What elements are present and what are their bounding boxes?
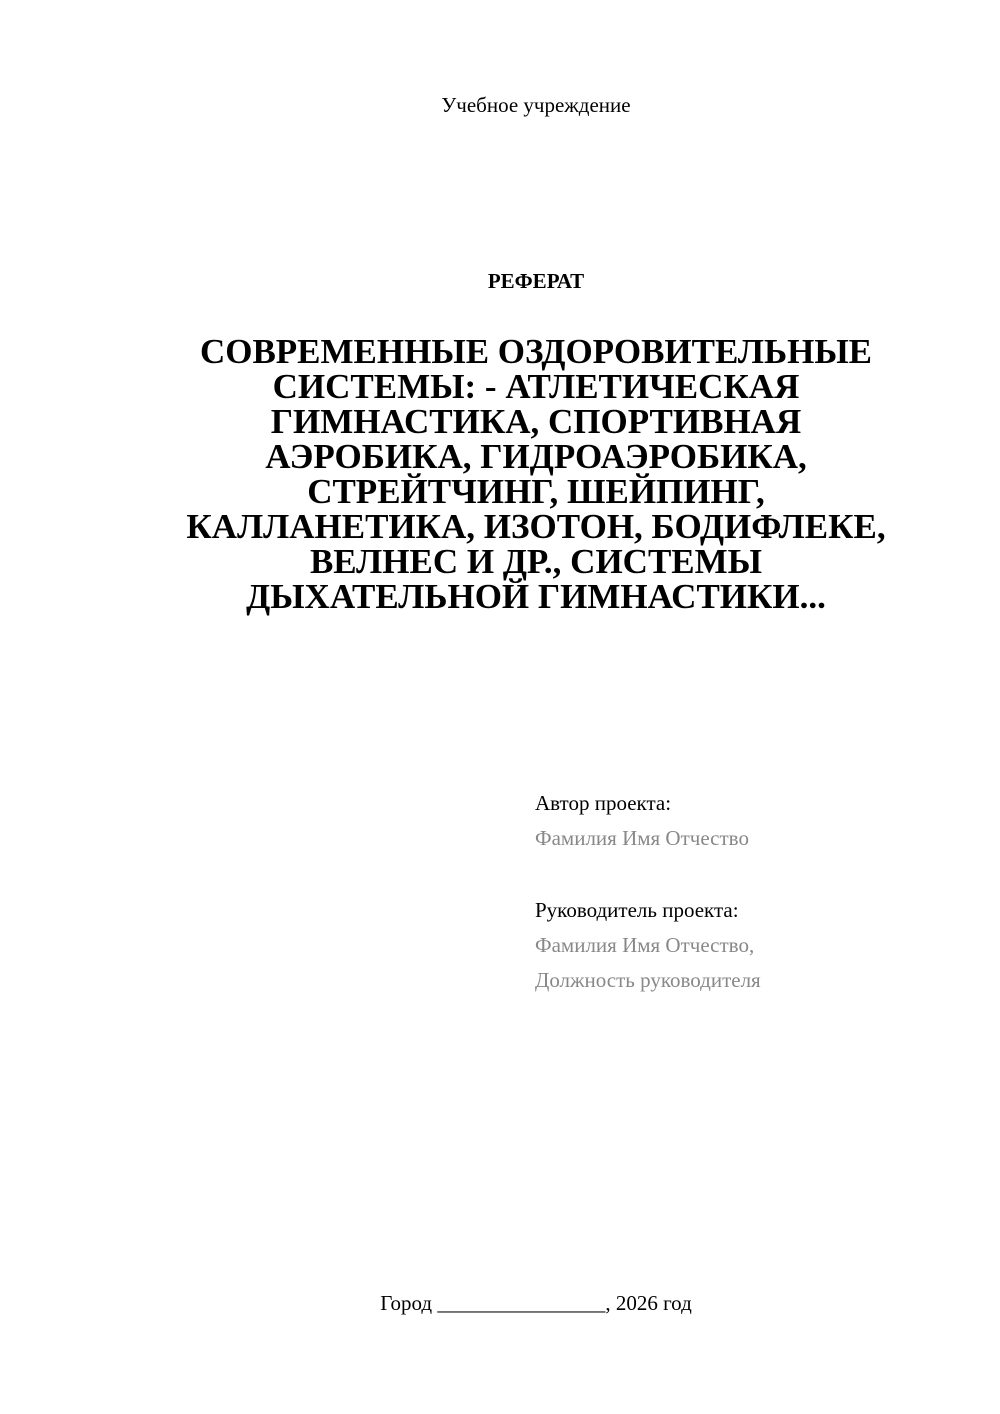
title-line: СТРЕЙТЧИНГ, ШЕЙПИНГ, [307,472,765,511]
author-label: Автор проекта: [535,791,672,815]
supervisor-block [535,893,975,998]
author-name: Фамилия Имя Отчество [535,826,749,850]
title-line: ДЫХАТЕЛЬНОЙ ГИМНАСТИКИ... [246,577,826,616]
document-type: РЕФЕРАТ [487,269,585,293]
supervisor-name: Фамилия Имя Отчество, [535,933,755,957]
supervisor-label: Руководитель проекта: [535,898,739,922]
title-line: КАЛЛАНЕТИКА, ИЗОТОН, БОДИФЛЕКЕ, [186,507,886,546]
title-line: АЭРОБИКА, ГИДРОАЭРОБИКА, [265,437,807,476]
title-line: ВЕЛНЕС И ДР., СИСТЕМЫ [309,542,763,581]
city-year-line: Город ________________, 2026 год [380,1291,692,1315]
institution-name: Учебное учреждение [441,93,631,117]
supervisor-position: Должность руководителя [535,968,761,992]
title-line: СОВРЕМЕННЫЕ ОЗДОРОВИТЕЛЬНЫЕ [199,332,873,371]
document-title [140,334,932,614]
title-line: ГИМНАСТИКА, СПОРТИВНАЯ [270,402,802,441]
author-block [535,786,975,856]
title-line: СИСТЕМЫ: - АТЛЕТИЧЕСКАЯ [272,367,800,406]
